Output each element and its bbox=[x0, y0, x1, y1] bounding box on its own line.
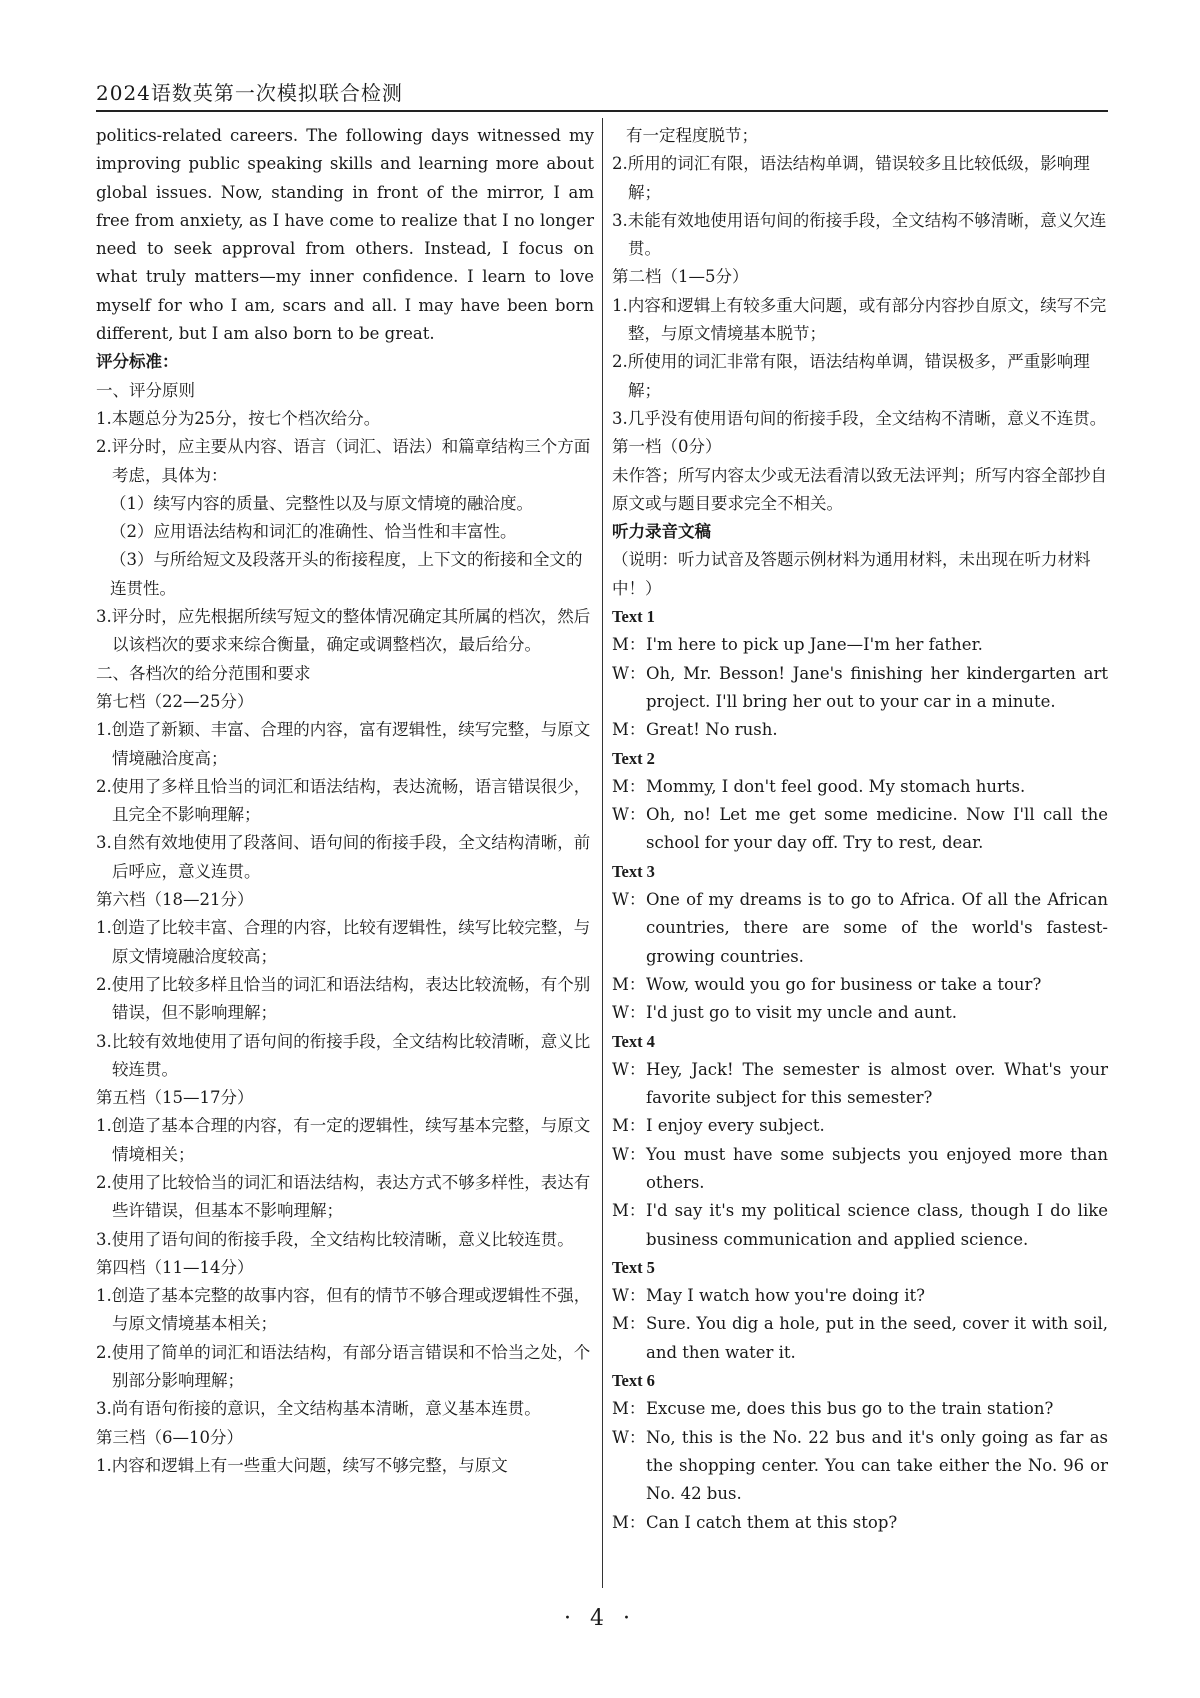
dialogue-speaker: W： bbox=[612, 805, 646, 825]
transcript-note: （说明：听力试音及答题示例材料为通用材料，未出现在听力材料中！） bbox=[612, 550, 1091, 598]
level-criterion: 1.创造了新颖、丰富、合理的内容，富有逻辑性，续写完整，与原文情境融洽度高； bbox=[96, 720, 591, 768]
level-criterion: 2.使用了多样且恰当的词汇和语法结构，表达流畅，语言错误很少，且完全不影响理解； bbox=[96, 776, 591, 825]
level-criterion: 2.所用的词汇有限，语法结构单调，错误较多且比较低级，影响理解； bbox=[612, 154, 1090, 202]
level-criterion: 3.自然有效地使用了段落间、语句间的衔接手段，全文结构清晰，前后呼应，意义连贯。 bbox=[96, 833, 591, 881]
level-title: 第一档（0分） bbox=[612, 437, 722, 457]
dialogue-text: No, this is the No. 22 bus and it's only going as far as the shopping center. You can take either the No. 96 or No. 42 bus. bbox=[646, 1427, 1108, 1504]
level-criterion: 2.使用了简单的词汇和语法结构，有部分语言错误和不恰当之处，个别部分影响理解； bbox=[96, 1342, 591, 1391]
dialogue-speaker: M： bbox=[612, 1512, 646, 1532]
dialogue-line bbox=[612, 886, 1108, 971]
column-divider bbox=[602, 118, 603, 1588]
level-criterion: 3.几乎没有使用语句间的衔接手段，全文结构不清晰，意义不连贯。 bbox=[612, 408, 1107, 428]
level-criterion: 3.使用了语句间的衔接手段，全文结构比较清晰，意义比较连贯。 bbox=[96, 1229, 574, 1249]
transcript-text-title: Text 2 bbox=[612, 748, 655, 768]
dialogue-text: Wow, would you go for business or take a tour? bbox=[646, 974, 1042, 994]
level-criterion: 2.使用了比较恰当的词汇和语法结构，表达方式不够多样性，表达有些许错误，但基本不影响理解； bbox=[96, 1172, 591, 1221]
level-criterion: 1.内容和逻辑上有较多重大问题，或有部分内容抄自原文，续写不完整，与原文情境基本脱节； bbox=[612, 295, 1107, 344]
transcript-text-block bbox=[612, 745, 1108, 858]
dialogue-text: Great! No rush. bbox=[646, 720, 778, 740]
level-criterion-continued: 有一定程度脱节； bbox=[626, 126, 758, 145]
dialogue-line bbox=[612, 716, 1108, 744]
dialogue-speaker: M： bbox=[612, 974, 646, 994]
page-number: · 4 · bbox=[564, 1606, 636, 1631]
dialogue-speaker: M： bbox=[612, 1314, 646, 1334]
level-title: 第五档（15—17分） bbox=[96, 1088, 254, 1108]
level-title: 第三档（6—10分） bbox=[96, 1427, 243, 1447]
dialogue-speaker: W： bbox=[612, 1286, 646, 1306]
dialogue-speaker: M： bbox=[612, 1116, 646, 1136]
dialogue-text: Sure. You dig a hole, put in the seed, cover it with soil, and then water it. bbox=[646, 1314, 1108, 1362]
dialogue-speaker: W： bbox=[612, 1427, 646, 1447]
level-criterion: 1.创造了基本完整的故事内容，但有的情节不够合理或逻辑性不强，与原文情境基本相关； bbox=[96, 1286, 591, 1334]
dialogue-line bbox=[612, 1112, 1108, 1140]
transcript-text-block bbox=[612, 858, 1108, 1028]
transcript-text-title: Text 5 bbox=[612, 1257, 655, 1277]
level-criterion: 3.比较有效地使用了语句间的衔接手段，全文结构比较清晰，意义比较连贯。 bbox=[96, 1031, 591, 1079]
dialogue-text: Oh, Mr. Besson! Jane's finishing her kindergarten art project. I'll bring her out to your car in a minute. bbox=[646, 663, 1108, 711]
level-criterion: 未作答；所写内容太少或无法看清以致无法评判；所写内容全部抄自原文或与题目要求完全不相关。 bbox=[612, 465, 1107, 513]
dialogue-line bbox=[612, 1310, 1108, 1367]
transcript-text-block bbox=[612, 1028, 1108, 1254]
dialogue-speaker: W： bbox=[612, 663, 646, 683]
dialogue-line bbox=[612, 1197, 1108, 1254]
dialogue-text: One of my dreams is to go to Africa. Of all the African countries, there are some of the world's fastest-growing countries. bbox=[646, 890, 1108, 966]
transcript-text-title: Text 3 bbox=[612, 861, 655, 881]
transcript-text-title: Text 6 bbox=[612, 1371, 655, 1391]
dialogue-speaker: W： bbox=[612, 1003, 646, 1023]
dialogue-text: Excuse me, does this bus go to the train station? bbox=[646, 1399, 1054, 1419]
levels-title: 二、各档次的给分范围和要求 bbox=[96, 663, 311, 683]
dialogue-line bbox=[612, 1056, 1108, 1113]
page-header-title: 2024语数英第一次模拟联合检测 bbox=[96, 81, 403, 105]
dialogue-speaker: W： bbox=[612, 1144, 646, 1164]
dialogue-text: Can I catch them at this stop? bbox=[646, 1512, 898, 1532]
dialogue-line bbox=[612, 971, 1108, 999]
right-column bbox=[612, 122, 1108, 1537]
dialogue-speaker: M： bbox=[612, 776, 646, 796]
dialogue-speaker: M： bbox=[612, 1201, 646, 1221]
level-title: 第四档（11—14分） bbox=[96, 1257, 254, 1277]
dialogue-speaker: M： bbox=[612, 720, 646, 740]
dialogue-text: I'm here to pick up Jane—I'm her father. bbox=[646, 635, 983, 655]
dialogue-text: You must have some subjects you enjoyed more than others. bbox=[646, 1144, 1108, 1192]
dialogue-text: May I watch how you're doing it? bbox=[646, 1286, 925, 1306]
level-criterion: 1.内容和逻辑上有一些重大问题，续写不够完整，与原文 bbox=[96, 1455, 508, 1475]
dialogue-text: Hey, Jack! The semester is almost over. What's your favorite subject for this semester? bbox=[646, 1059, 1108, 1108]
transcript-text-block bbox=[612, 603, 1108, 744]
transcript-title: 听力录音文稿 bbox=[612, 522, 711, 542]
transcript-text-title: Text 1 bbox=[612, 607, 655, 627]
dialogue-text: I'd just go to visit my uncle and aunt. bbox=[646, 1003, 957, 1023]
principle-item: 3.评分时，应先根据所续写短文的整体情况确定其所属的档次，然后以该档次的要求来综合衡量，确定或调整档次，最后给分。 bbox=[96, 607, 591, 655]
story-ending-paragraph: politics-related careers. The following days witnessed my improving public speaking skills and learning more about global issues. Now, standing in front of the mirror, I am free from anxiety, as I have come to realize that I no longer need to seek approval from others. Instead, I focus on what truly matters—my inner confidence. I learn to love myself for who I am, scars and all. I may have been born different, but I am also born to be great. bbox=[96, 126, 594, 344]
dialogue-line bbox=[612, 1424, 1108, 1509]
level-criterion: 3.未能有效地使用语句间的衔接手段，全文结构不够清晰，意义欠连贯。 bbox=[612, 210, 1107, 259]
transcript-text-block bbox=[612, 1367, 1108, 1537]
dialogue-line bbox=[612, 999, 1108, 1027]
dialogue-line bbox=[612, 631, 1108, 659]
dialogue-line bbox=[612, 1395, 1108, 1423]
transcript-list bbox=[612, 603, 1108, 1537]
level-title: 第二档（1—5分） bbox=[612, 267, 749, 287]
transcript-text-title: Text 4 bbox=[612, 1031, 655, 1051]
dialogue-speaker: W： bbox=[612, 890, 646, 910]
dialogue-speaker: M： bbox=[612, 635, 646, 655]
level-criterion: 3.尚有语句衔接的意识，全文结构基本清晰，意义基本连贯。 bbox=[96, 1399, 541, 1419]
dialogue-line bbox=[612, 1509, 1108, 1537]
dialogue-speaker: M： bbox=[612, 1399, 646, 1419]
dialogue-line bbox=[612, 801, 1108, 858]
scoring-standard-title: 评分标准： bbox=[96, 352, 179, 372]
dialogue-line bbox=[612, 773, 1108, 801]
dialogue-text: I enjoy every subject. bbox=[646, 1116, 825, 1136]
dialogue-line bbox=[612, 1141, 1108, 1198]
principle-subitem: （3）与所给短文及段落开头的衔接程度，上下文的衔接和全文的连贯性。 bbox=[110, 550, 583, 598]
level-criterion: 2.使用了比较多样且恰当的词汇和语法结构，表达比较流畅，有个别错误，但不影响理解； bbox=[96, 974, 591, 1023]
level-criterion: 2.所使用的词汇非常有限，语法结构单调，错误极多，严重影响理解； bbox=[612, 352, 1090, 400]
principle-subitem: （2）应用语法结构和词汇的准确性、恰当性和丰富性。 bbox=[110, 522, 517, 542]
dialogue-speaker: W： bbox=[612, 1059, 646, 1079]
dialogue-line bbox=[612, 660, 1108, 717]
principle-item: 2.评分时，应主要从内容、语言（词汇、语法）和篇章结构三个方面考虑，具体为： bbox=[96, 437, 591, 485]
principle-subitem: （1）续写内容的质量、完整性以及与原文情境的融洽度。 bbox=[110, 493, 533, 513]
principle-item: 1.本题总分为25分，按七个档次给分。 bbox=[96, 408, 381, 428]
page-header bbox=[96, 80, 1108, 112]
dialogue-text: Oh, no! Let me get some medicine. Now I'll call the school for your day off. Try to rest, dear. bbox=[646, 805, 1108, 853]
level-title: 第六档（18—21分） bbox=[96, 890, 254, 910]
left-column bbox=[96, 122, 594, 1480]
transcript-text-block bbox=[612, 1254, 1108, 1367]
level-criterion: 1.创造了比较丰富、合理的内容，比较有逻辑性，续写比较完整，与原文情境融洽度较高； bbox=[96, 918, 591, 966]
dialogue-text: Mommy, I don't feel good. My stomach hurts. bbox=[646, 776, 1026, 796]
dialogue-text: I'd say it's my political science class, though I do like business communication and applied science. bbox=[646, 1201, 1108, 1249]
principles-title: 一、评分原则 bbox=[96, 380, 195, 400]
level-title: 第七档（22—25分） bbox=[96, 691, 254, 711]
level-criterion: 1.创造了基本合理的内容，有一定的逻辑性，续写基本完整，与原文情境相关； bbox=[96, 1116, 591, 1164]
dialogue-line bbox=[612, 1282, 1108, 1310]
